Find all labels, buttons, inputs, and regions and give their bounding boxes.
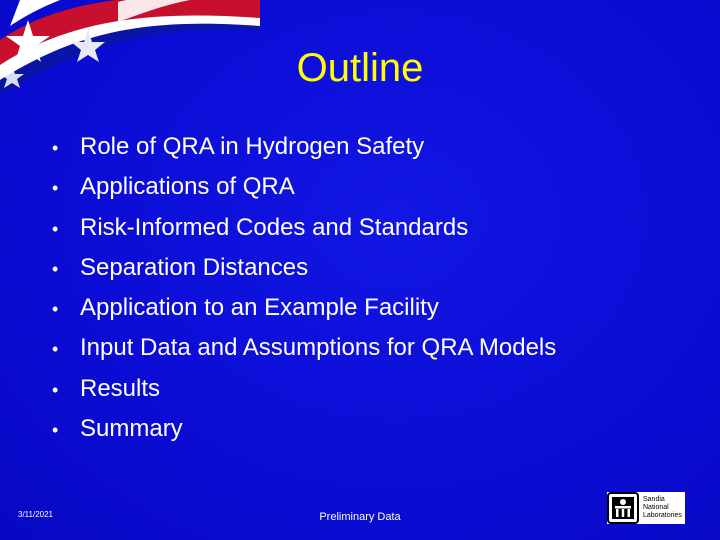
bullet-icon: • <box>52 299 59 320</box>
list-item-text: Separation Distances <box>80 253 309 281</box>
bullet-icon: • <box>52 218 59 239</box>
bullet-icon: • <box>52 138 59 158</box>
list-item-text: Application to an Example Facility <box>80 294 439 322</box>
list-item-text: Summary <box>80 415 183 443</box>
bullet-icon: • <box>52 379 59 400</box>
bullet-icon: • <box>52 258 59 279</box>
list-item-text: Role of QRA in Hydrogen Safety <box>80 133 425 160</box>
footer-label: Preliminary Data <box>319 511 401 523</box>
bullet-icon: • <box>52 178 59 199</box>
logo-text: Sandia National Laboratories <box>643 496 682 519</box>
slide-title: Outline <box>296 46 424 90</box>
list-item-text: Input Data and Assumptions for QRA Models <box>80 334 557 362</box>
list-item <box>52 167 556 207</box>
bullet-icon: • <box>52 339 59 360</box>
footer-date: 3/11/2021 <box>18 510 53 519</box>
list-item-text: Applications of QRA <box>80 173 295 201</box>
list-item-text: Results <box>80 374 161 402</box>
list-item <box>52 409 556 449</box>
list-item <box>52 328 556 368</box>
outline-list <box>52 127 556 449</box>
list-item <box>52 127 556 167</box>
list-item <box>52 248 556 288</box>
list-item <box>52 288 556 328</box>
sandia-logo-icon <box>607 492 639 524</box>
list-item <box>52 369 556 409</box>
sandia-logo <box>607 492 685 524</box>
list-item <box>52 208 556 248</box>
list-item-text: Risk-Informed Codes and Standards <box>80 213 469 241</box>
bullet-icon: • <box>52 420 59 441</box>
